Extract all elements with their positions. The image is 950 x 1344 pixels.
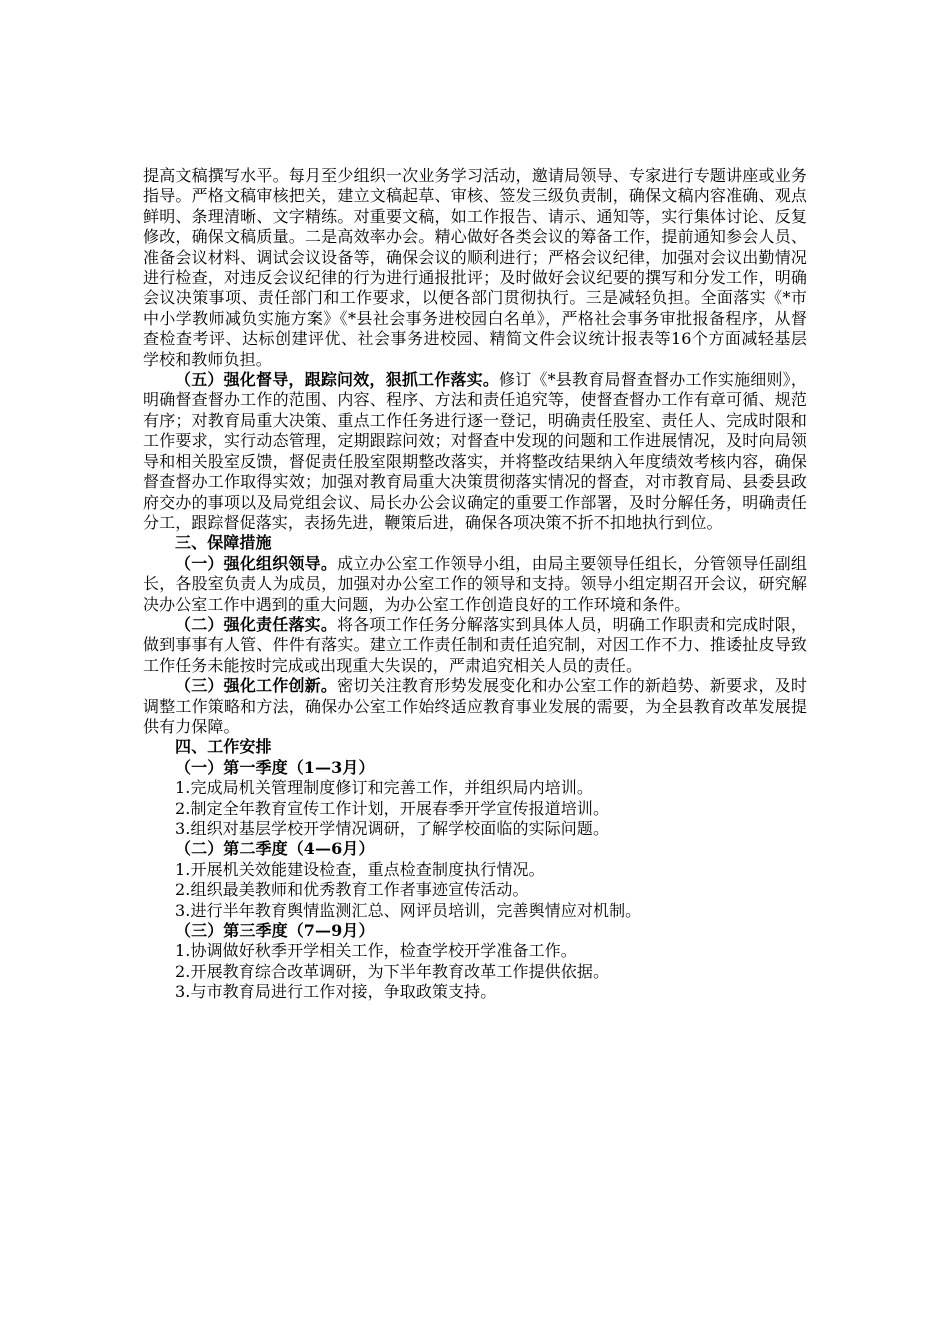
quarter-1-item-2: 2.制定全年教育宣传工作计划，开展春季开学宣传报道培训。 xyxy=(175,798,610,818)
quarter-3-item-3: 3.与市教育局进行工作对接，争取政策支持。 xyxy=(175,982,497,1002)
organization-heading: （一）强化组织领导。 xyxy=(175,553,338,573)
section-heading-work-schedule: 四、工作安排 xyxy=(175,737,272,757)
quarter-2-item-1: 1.开展机关效能建设检查，重点检查制度执行情况。 xyxy=(175,859,545,879)
quarter-3-item-2: 2.开展教育综合改革调研，为下半年教育改革工作提供依据。 xyxy=(175,961,610,981)
supervision-text: 修订《*县教育局督查督办工作实施细则》，明确督查督办工作的范围、内容、程序、方法和责任追究等，使督查督办工作有章可循、规范有序；对教育局重大决策、重点工作任务进行逐一登记，明确责任股室、责任人、完成时限和工作要求，实行动态管理，定期跟踪问效；对督查中发现的问题和工作进展情况，及时向局领导和相关股室反馈，督促责任股室限期整改落实，并将整改结果纳入年度绩效考核内容，确保督查督办工作取得实效；加强对教育局重大决策贯彻落实情况的督查，对市教育局、县委县政府交办的事项以及局党组会议、局长办公会议确定的重要工作部署，及时分解任务，明确责任分工，跟踪督促落实，表扬先进，鞭策后进，确保各项决策不折不扣地执行到位。 xyxy=(143,370,807,532)
responsibility-heading: （二）强化责任落实。 xyxy=(175,614,338,634)
quarter-2-item-3: 3.进行半年教育舆情监测汇总、网评员培训，完善舆情应对机制。 xyxy=(175,900,642,920)
quarter-1-item-3: 3.组织对基层学校开学情况调研，了解学校面临的实际问题。 xyxy=(175,819,610,838)
paragraph-responsibility xyxy=(143,615,807,676)
quarter-2-heading: （二）第二季度（4—6月） xyxy=(175,839,375,859)
innovation-text: 密切关注教育形势发展变化和办公室工作的新趋势、新要求，及时调整工作策略和方法，确保办公室工作始终适应教育事业发展的需要，为全县教育改革发展提供有力保障。 xyxy=(143,676,807,736)
innovation-heading: （三）强化工作创新。 xyxy=(175,676,338,696)
quarter-1-heading: （一）第一季度（1—3月） xyxy=(175,757,375,777)
document-body xyxy=(143,166,807,1003)
responsibility-text: 将各项工作任务分解落实到具体人员，明确工作职责和完成时限，做到事事有人管、件件有落实。建立工作责任制和责任追究制，对因工作不力、推诿扯皮导致工作任务未能按时完成或出现重大失误的，严肃追究相关人员的责任。 xyxy=(143,614,807,675)
quarter-1-item-1: 1.完成局机关管理制度修订和完善工作，并组织局内培训。 xyxy=(175,778,593,798)
paragraph-organization-leadership xyxy=(143,554,807,615)
paragraph-supervision xyxy=(143,370,807,533)
quarter-3-item-1: 1.协调做好秋季开学相关工作，检查学校开学准备工作。 xyxy=(175,941,577,961)
organization-text: 成立办公室工作领导小组，由局主要领导任组长，分管领导任副组长，各股室负责人为成员，加强对办公室工作的领导和支持。领导小组定期召开会议，研究解决办公室工作中遇到的重大问题，为办公室工作创造良好的工作环境和条件。 xyxy=(143,553,807,614)
paragraph-innovation xyxy=(143,676,807,737)
paragraph-document-writing-meetings: 提高文稿撰写水平。每月至少组织一次业务学习活动，邀请局领导、专家进行专题讲座或业务指导。严格文稿审核把关，建立文稿起草、审核、签发三级负责制，确保文稿内容准确、观点鲜明、条理清晰、文字精练。对重要文稿，如工作报告、请示、通知等，实行集体讨论、反复修改，确保文稿质量。二是高效率办会。精心做好各类会议的筹备工作，提前通知参会人员、准备会议材料、调试会议设备等，确保会议的顺利进行；严格会议纪律，加强对会议出勤情况进行检查，对违反会议纪律的行为进行通报批评；及时做好会议纪要的撰写和分发工作，明确会议决策事项、责任部门和工作要求，以便各部门贯彻执行。三是减轻负担。全面落实《*市中小学教师减负实施方案》《*县社会事务进校园白名单》，严格社会事务审批报备程序，从督查检查考评、达标创建评优、社会事务进校园、精简文件会议统计报表等16个方面减轻基层学校和教师负担。 xyxy=(143,166,807,369)
quarter-3-heading: （三）第三季度（7—9月） xyxy=(175,921,375,941)
supervision-heading: （五）强化督导，跟踪问效，狠抓工作落实。 xyxy=(175,370,500,390)
quarter-2-item-2: 2.组织最美教师和优秀教育工作者事迹宣传活动。 xyxy=(175,880,529,900)
section-heading-safeguards: 三、保障措施 xyxy=(175,533,272,553)
